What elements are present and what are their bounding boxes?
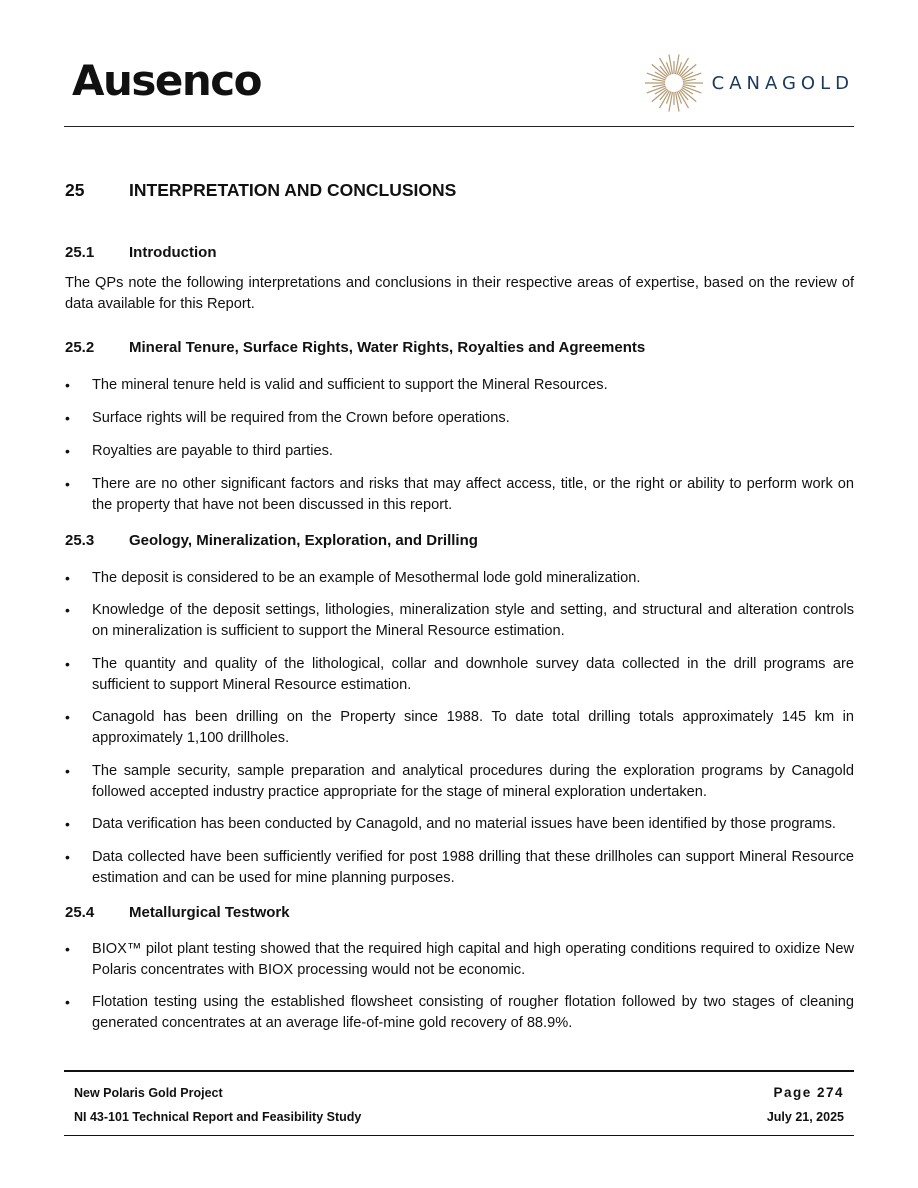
bullet-icon: • xyxy=(65,410,70,426)
footer-divider-top xyxy=(64,1070,854,1072)
list-item: • There are no other significant factors and risks that may affect access, title, or the right or ability to perform work on the property that have not been discussed in this report. xyxy=(65,476,854,513)
canagold-logo xyxy=(642,48,854,118)
header-divider xyxy=(64,126,854,127)
subsection-title: Geology, Mineralization, Exploration, and Drilling xyxy=(129,532,478,549)
list-item: • Flotation testing using the established flowsheet consisting of rougher flotation followed by two stages of cleaning generated concentrates at an average life-of-mine gold recovery of 88.9%. xyxy=(65,994,854,1031)
list-item: • The mineral tenure held is valid and sufficient to support the Mineral Resources. xyxy=(65,375,854,396)
footer-project-name: New Polaris Gold Project xyxy=(74,1086,223,1100)
subsection-title: Metallurgical Testwork xyxy=(129,904,290,921)
list-item: • The sample security, sample preparation and analytical procedures during the exploration programs by Canagold followed accepted industry practice appropriate for the stage of mineral exploration undertaken. xyxy=(65,763,854,800)
ausenco-logo-text: Ausenco xyxy=(72,56,262,105)
list-item: • Surface rights will be required from the Crown before operations. xyxy=(65,408,854,429)
subsection-number: 25.4 xyxy=(65,904,95,921)
bullet-icon: • xyxy=(65,709,70,725)
subsection-heading-introduction xyxy=(65,244,216,261)
bullet-icon: • xyxy=(65,763,70,779)
subsection-heading-tenure xyxy=(65,339,645,356)
list-item: • Canagold has been drilling on the Property since 1988. To date total drilling totals approximately 145 km in approximately 1,100 drillholes. xyxy=(65,709,854,746)
subsection-number: 25.2 xyxy=(65,339,95,356)
list-item: • Data verification has been conducted by Canagold, and no material issues have been identified by those programs. xyxy=(65,814,854,835)
bullet-icon: • xyxy=(65,849,70,865)
list-item: • Knowledge of the deposit settings, lithologies, mineralization style and setting, and structural and alteration controls on mineralization is sufficient to support the Mineral Resource estimation. xyxy=(65,602,854,639)
bullet-icon: • xyxy=(65,656,70,672)
bullet-icon: • xyxy=(65,941,70,957)
sunburst-icon xyxy=(642,51,706,115)
bullet-icon: • xyxy=(65,443,70,459)
introduction-paragraph: The QPs note the following interpretations and conclusions in their respective areas of expertise, based on the review of data available for this Report. xyxy=(65,275,854,312)
list-item: • Data collected have been sufficiently verified for post 1988 drilling that these drillholes can support Mineral Resource estimation and can be used for mine planning purposes. xyxy=(65,849,854,886)
bullet-icon: • xyxy=(65,602,70,618)
section-heading xyxy=(65,180,456,201)
bullet-icon: • xyxy=(65,377,70,393)
report-date: July 21, 2025 xyxy=(766,1110,844,1124)
canagold-logo-text: CANAGOLD xyxy=(711,72,854,94)
list-item: • Royalties are payable to third parties. xyxy=(65,441,854,462)
subsection-number: 25.1 xyxy=(65,244,95,261)
page-number: Page 274 xyxy=(773,1085,844,1100)
list-item: • BIOX™ pilot plant testing showed that the required high capital and high operating conditions required to oxidize New Polaris concentrates with BIOX processing would not be economic. xyxy=(65,941,854,978)
ausenco-logo xyxy=(72,56,261,105)
bullet-icon: • xyxy=(65,816,70,832)
footer-report-title: NI 43-101 Technical Report and Feasibility Study xyxy=(74,1110,362,1124)
bullet-icon: • xyxy=(65,994,70,1010)
subsection-title: Mineral Tenure, Surface Rights, Water Rights, Royalties and Agreements xyxy=(129,339,646,356)
subsection-heading-geology xyxy=(65,532,478,549)
list-item: • The quantity and quality of the lithological, collar and downhole survey data collected in the drill programs are sufficient to support Mineral Resource estimation. xyxy=(65,656,854,693)
bullet-icon: • xyxy=(65,570,70,586)
section-number: 25 xyxy=(65,180,85,200)
subsection-title: Introduction xyxy=(129,244,217,261)
section-title: INTERPRETATION AND CONCLUSIONS xyxy=(129,180,457,200)
subsection-heading-metallurgy xyxy=(65,904,290,921)
list-item: • The deposit is considered to be an example of Mesothermal lode gold mineralization. xyxy=(65,568,854,589)
page-header xyxy=(64,48,854,126)
subsection-number: 25.3 xyxy=(65,532,95,549)
bullet-icon: • xyxy=(65,476,70,492)
footer-divider-bottom xyxy=(64,1135,854,1136)
